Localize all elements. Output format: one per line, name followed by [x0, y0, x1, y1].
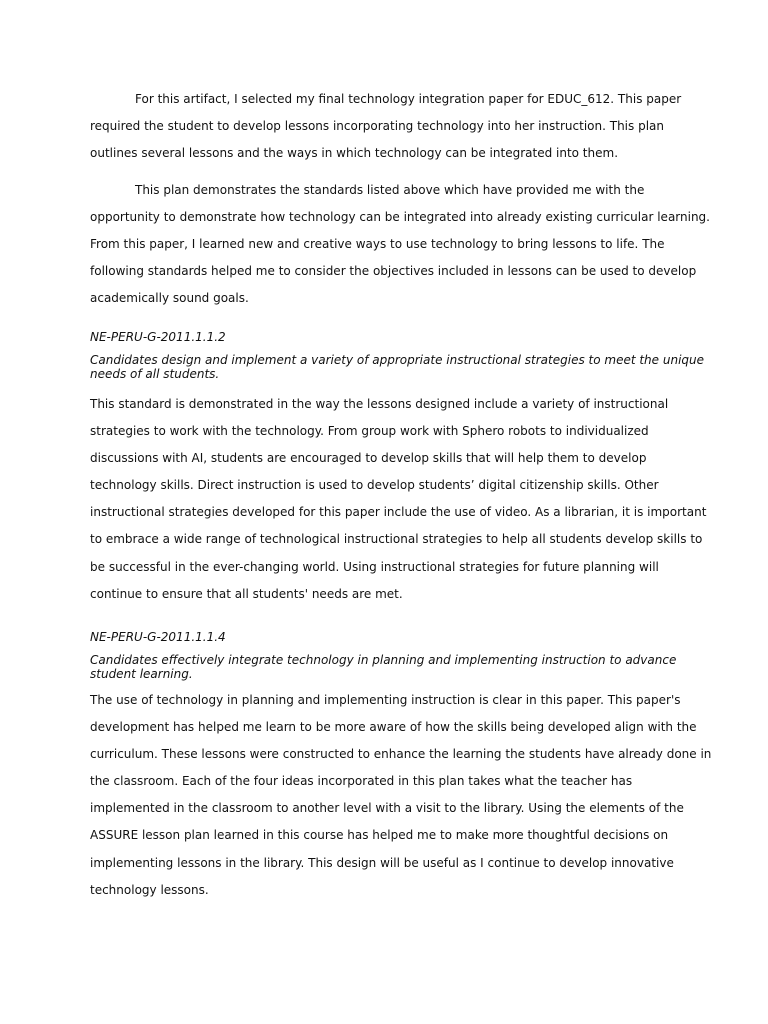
text-line: implementing lessons in the library. This design will be useful as I continue to develop innovative: [90, 855, 674, 870]
text-line: From this paper, I learned new and creative ways to use technology to bring lessons to life. The: [90, 237, 665, 252]
text-line: needs of all students.: [90, 366, 220, 381]
text-line: continue to ensure that all students' needs are met.: [90, 586, 403, 601]
text-line: discussions with AI, students are encouraged to develop skills that will help them to develop: [90, 451, 647, 466]
text-line: curriculum. These lessons were constructed to enhance the learning the students have already done in: [90, 747, 712, 762]
text-line: the classroom. Each of the four ideas incorporated in this plan takes what the teacher has: [90, 774, 633, 789]
text-line: The use of technology in planning and implementing instruction is clear in this paper. This paper's: [90, 693, 681, 707]
text-line: outlines several lessons and the ways in which technology can be integrated into them.: [90, 146, 619, 161]
text-line: ASSURE lesson plan learned in this course has helped me to make more thoughtful decisions on: [90, 828, 669, 843]
text-line: For this artifact, I selected my final technology integration paper for EDUC_612. This paper: [135, 92, 682, 106]
intro-paragraph: [90, 86, 690, 167]
text-line: technology lessons.: [90, 882, 209, 897]
text-line: strategies to work with the technology. From group work with Sphero robots to individualized: [90, 424, 649, 439]
standard-description: [90, 353, 705, 381]
text-line: required the student to develop lessons incorporating technology into her instruction. This plan: [90, 119, 664, 134]
standard-body-paragraph: [90, 391, 707, 608]
standard-code: NE-PERU-G-2011.1.1.4: [90, 630, 226, 644]
text-line: opportunity to demonstrate how technology can be integrated into already existing curricular learning.: [90, 210, 710, 225]
text-line: This standard is demonstrated in the way the lessons designed include a variety of instructional: [90, 397, 669, 411]
text-line: following standards helped me to consider the objectives included in lessons can be used to develop: [90, 264, 697, 279]
text-line: Candidates design and implement a variety of appropriate instructional strategies to meet the unique: [90, 353, 705, 367]
text-line: implemented in the classroom to another level with a visit to the library. Using the elements of the: [90, 801, 684, 816]
standard-body-paragraph: [90, 687, 712, 904]
text-line: development has helped me learn to be more aware of how the skills being developed align with the: [90, 720, 697, 735]
text-line: instructional strategies developed for this paper include the use of video. As a librarian, it is important: [90, 505, 707, 520]
standard-description: [90, 654, 690, 681]
text-line: to embrace a wide range of technological instructional strategies to help all students develop skills to: [90, 532, 703, 547]
text-line: This plan demonstrates the standards listed above which have provided me with the: [135, 183, 645, 197]
text-line: academically sound goals.: [90, 291, 249, 306]
text-line: technology skills. Direct instruction is used to develop students’ digital citizenship skills. Other: [90, 478, 659, 493]
standard-code: NE-PERU-G-2011.1.1.2: [90, 330, 226, 344]
standards-intro-paragraph: [90, 177, 710, 312]
text-line: student learning.: [90, 666, 193, 681]
text-line: be successful in the ever-changing world. Using instructional strategies for future planning will: [90, 559, 659, 574]
text-line: Candidates effectively integrate technology in planning and implementing instruction to advance: [90, 653, 677, 667]
